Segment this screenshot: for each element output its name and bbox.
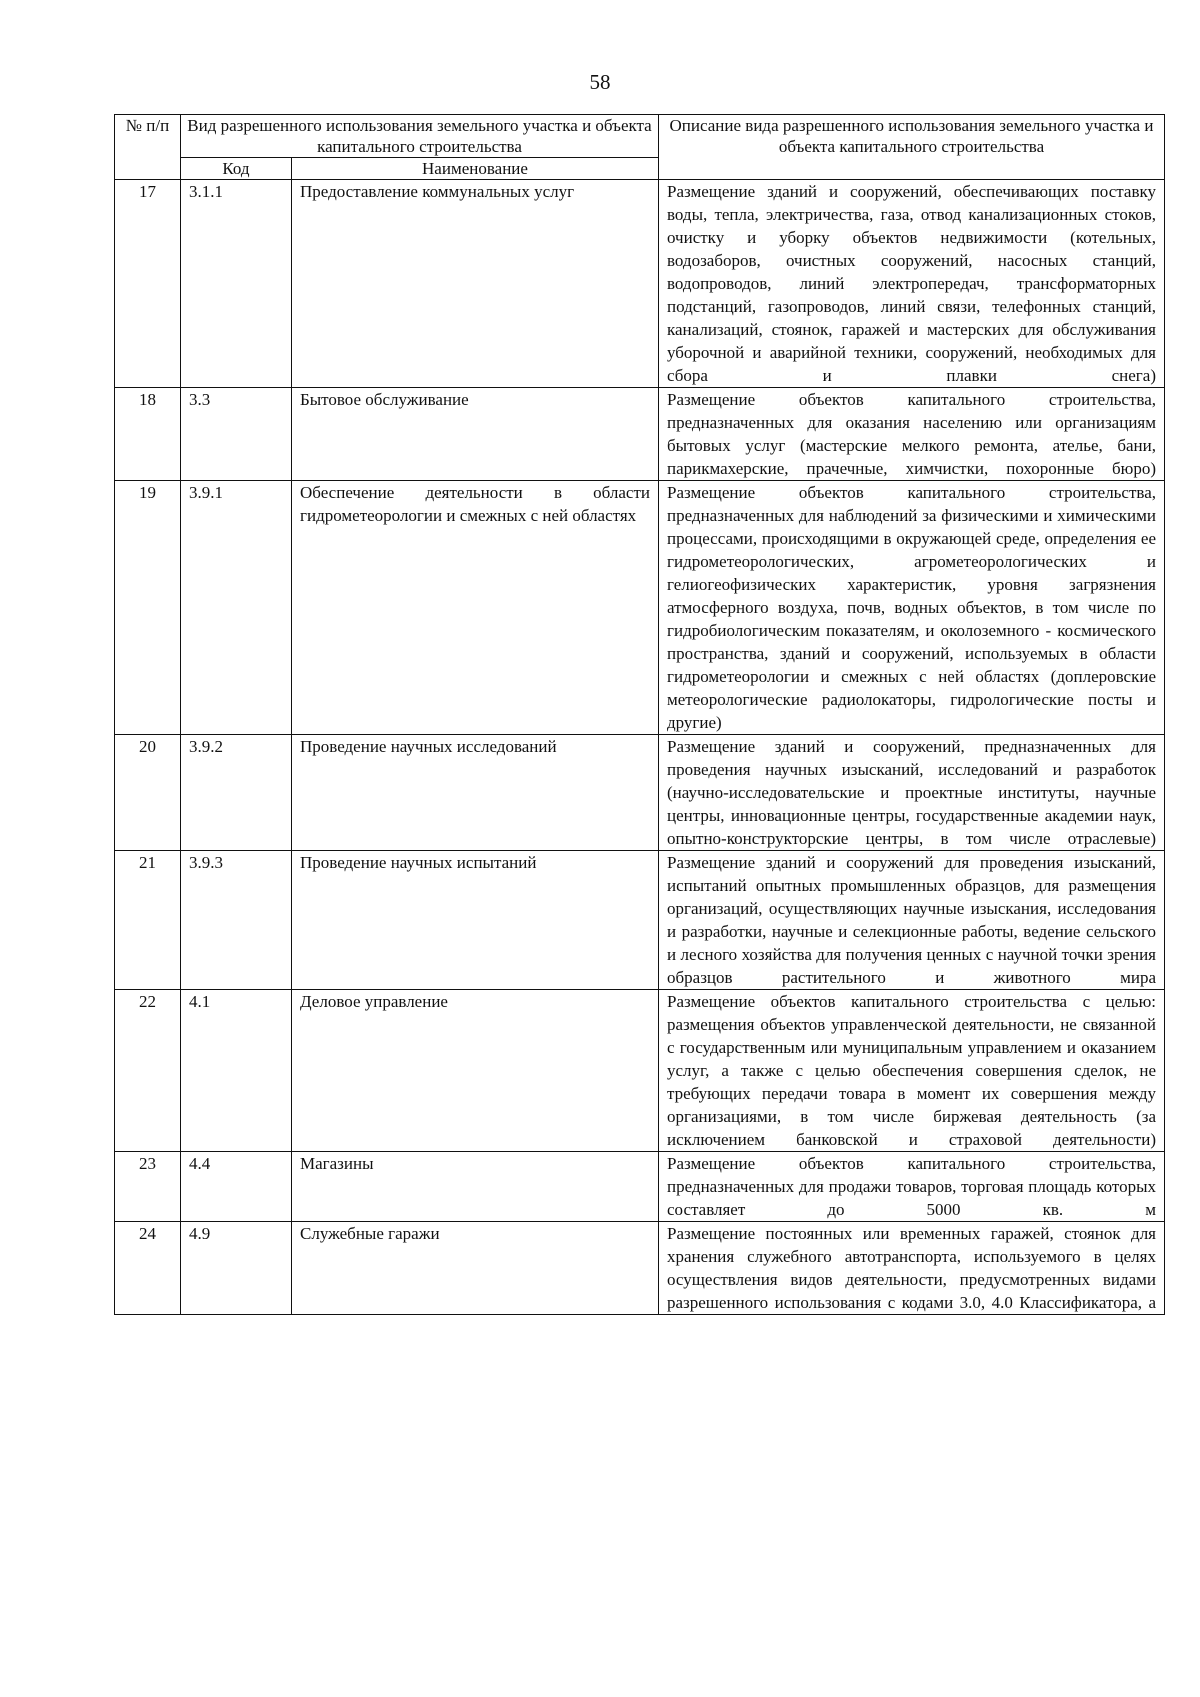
row-name: Служебные гаражи (292, 1222, 659, 1315)
header-name: Наименование (292, 158, 659, 180)
table-row (115, 1152, 1165, 1222)
row-description: Размещение зданий и сооружений для проведения изысканий, испытаний опытных промышленных образцов, для размещения организаций, осуществляющих научные изыскания, исследования и разработки, научные и селекционные работы, ведение сельского и лесного хозяйства для получения ценных с научной точки зрения образцов растительного и животного мира (659, 851, 1165, 990)
row-description: Размещение объектов капитального строительства, предназначенных для оказания населению или организациям бытовых услуг (мастерские мелкого ремонта, ателье, бани, парикмахерские, прачечные, химчистки, похоронные бюро) (659, 388, 1165, 481)
table-row (115, 990, 1165, 1152)
land-use-table (114, 114, 1165, 1315)
header-row-top (115, 115, 1165, 158)
header-description: Описание вида разрешенного использования земельного участка и объекта капитального строительства (659, 115, 1165, 180)
header-code: Код (181, 158, 292, 180)
row-number: 17 (115, 180, 181, 388)
row-number: 23 (115, 1152, 181, 1222)
row-code: 4.1 (181, 990, 292, 1152)
row-number: 20 (115, 735, 181, 851)
row-name: Магазины (292, 1152, 659, 1222)
row-name: Деловое управление (292, 990, 659, 1152)
row-description: Размещение объектов капитального строительства, предназначенных для продажи товаров, торговая площадь которых составляет до 5000 кв. м (659, 1152, 1165, 1222)
row-name: Обеспечение деятельности в области гидрометеорологии и смежных с ней областях (292, 481, 659, 735)
row-code: 4.9 (181, 1222, 292, 1315)
row-description: Размещение зданий и сооружений, предназначенных для проведения научных изысканий, исследований и разработок (научно-исследовательские и проектные институты, научные центры, инновационные центры, государственные академии наук, опытно-конструкторские центры, в том числе отраслевые) (659, 735, 1165, 851)
row-name: Предоставление коммунальных услуг (292, 180, 659, 388)
row-code: 3.9.2 (181, 735, 292, 851)
header-num: № п/п (115, 115, 181, 180)
row-name: Бытовое обслуживание (292, 388, 659, 481)
row-number: 22 (115, 990, 181, 1152)
table-row (115, 735, 1165, 851)
row-code: 3.3 (181, 388, 292, 481)
row-description: Размещение зданий и сооружений, обеспечивающих поставку воды, тепла, электричества, газа, отвод канализационных стоков, очистку и уборку объектов недвижимости (котельных, водозаборов, очистных сооружений, насосных станций, водопроводов, линий электропередач, трансформаторных подстанций, газопроводов, линий связи, телефонных станций, канализаций, стоянок, гаражей и мастерских для обслуживания уборочной и аварийной техники, сооружений, необходимых для сбора и плавки снега) (659, 180, 1165, 388)
table-row (115, 180, 1165, 388)
row-description: Размещение объектов капитального строительства, предназначенных для наблюдений за физическими и химическими процессами, происходящими в окружающей среде, определения ее гидрометеорологических, агрометеорологических и гелиогеофизических характеристик, уровня загрязнения атмосферного воздуха, почв, водных объектов, в том числе по гидробиологическим показателям, и околоземного - космического пространства, зданий и сооружений, используемых в области гидрометеорологии и смежных с ней областях (доплеровские метеорологические радиолокаторы, гидрологические посты и другие) (659, 481, 1165, 735)
table-row (115, 1222, 1165, 1315)
row-code: 3.9.3 (181, 851, 292, 990)
row-name: Проведение научных испытаний (292, 851, 659, 990)
table-row (115, 481, 1165, 735)
row-number: 24 (115, 1222, 181, 1315)
row-number: 19 (115, 481, 181, 735)
row-code: 4.4 (181, 1152, 292, 1222)
header-permitted-use-group: Вид разрешенного использования земельного участка и объекта капитального строительства (181, 115, 659, 158)
row-number: 18 (115, 388, 181, 481)
table-row (115, 388, 1165, 481)
table-row (115, 851, 1165, 990)
row-name: Проведение научных исследований (292, 735, 659, 851)
table-header (115, 115, 1165, 180)
row-code: 3.9.1 (181, 481, 292, 735)
page-number: 58 (589, 70, 611, 94)
row-description: Размещение постоянных или временных гаражей, стоянок для хранения служебного автотранспорта, используемого в целях осуществления видов деятельности, предусмотренных видами разрешенного использования с кодами 3.0, 4.0 Классификатора, а (659, 1222, 1165, 1315)
row-code: 3.1.1 (181, 180, 292, 388)
table-body (115, 180, 1165, 1315)
row-description: Размещение объектов капитального строительства с целью: размещения объектов управленческой деятельности, не связанной с государственным или муниципальным управлением и оказанием услуг, а также с целью обеспечения совершения сделок, не требующих передачи товара в момент их совершения между организациями, в том числе биржевая деятельность (за исключением банковской и страховой деятельности) (659, 990, 1165, 1152)
row-number: 21 (115, 851, 181, 990)
